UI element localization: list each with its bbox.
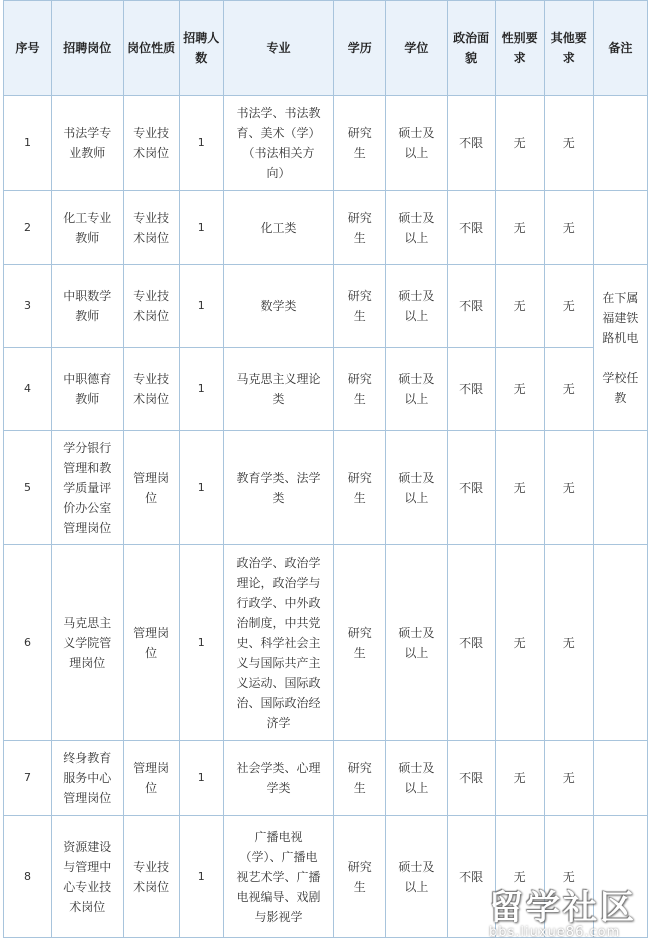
- table-row: [4, 431, 648, 545]
- table-row: [4, 348, 648, 431]
- cell-education: 研究生: [334, 431, 386, 545]
- cell-nature: 专业技术岗位: [123, 348, 179, 431]
- cell-education: 研究生: [334, 816, 386, 938]
- cell-political: 不限: [447, 265, 495, 348]
- cell-political: 不限: [447, 96, 495, 191]
- header-position: 招聘岗位: [52, 1, 124, 96]
- cell-other: 无: [544, 191, 593, 265]
- cell-position: 终身教育服务中心管理岗位: [52, 741, 124, 816]
- cell-gender: 无: [495, 431, 544, 545]
- cell-major: 书法学、书法教育、美术（学）（书法相关方向）: [223, 96, 333, 191]
- remark-line-2: 学校任教: [602, 370, 639, 405]
- header-education: 学历: [334, 1, 386, 96]
- cell-count: 1: [179, 741, 223, 816]
- cell-education: 研究生: [334, 96, 386, 191]
- cell-major: 政治学、政治学理论，政治学与行政学、中外政治制度，中共党史、科学社会主义与国际共产主义运动、国际政治、国际政治经济学: [223, 545, 333, 741]
- cell-seq: 5: [4, 431, 52, 545]
- cell-seq: 1: [4, 96, 52, 191]
- cell-count: 1: [179, 191, 223, 265]
- cell-political: 不限: [447, 431, 495, 545]
- cell-remark: [593, 545, 647, 741]
- cell-count: 1: [179, 348, 223, 431]
- cell-position: 马克思主义学院管理岗位: [52, 545, 124, 741]
- cell-seq: 3: [4, 265, 52, 348]
- cell-other: 无: [544, 431, 593, 545]
- cell-remark-merged: [593, 265, 647, 431]
- cell-gender: 无: [495, 741, 544, 816]
- cell-nature: 专业技术岗位: [123, 265, 179, 348]
- cell-education: 研究生: [334, 191, 386, 265]
- cell-seq: 2: [4, 191, 52, 265]
- cell-seq: 6: [4, 545, 52, 741]
- cell-other: 无: [544, 265, 593, 348]
- table-row: [4, 545, 648, 741]
- cell-seq: 7: [4, 741, 52, 816]
- cell-degree: 硕士及以上: [386, 348, 447, 431]
- cell-position: 书法学专业教师: [52, 96, 124, 191]
- table-row: [4, 265, 648, 348]
- header-row: [4, 1, 648, 96]
- cell-major: 化工类: [223, 191, 333, 265]
- cell-other: 无: [544, 741, 593, 816]
- cell-gender: 无: [495, 265, 544, 348]
- cell-political: 不限: [447, 545, 495, 741]
- cell-other: 无: [544, 816, 593, 938]
- cell-position: 学分银行管理和教学质量评价办公室管理岗位: [52, 431, 124, 545]
- cell-degree: 硕士及以上: [386, 96, 447, 191]
- cell-remark: [593, 191, 647, 265]
- cell-position: 资源建设与管理中心专业技术岗位: [52, 816, 124, 938]
- cell-degree: 硕士及以上: [386, 741, 447, 816]
- recruitment-table: [3, 0, 648, 938]
- cell-nature: 管理岗位: [123, 431, 179, 545]
- header-gender: 性别要求: [495, 1, 544, 96]
- cell-education: 研究生: [334, 741, 386, 816]
- cell-gender: 无: [495, 191, 544, 265]
- cell-remark: [593, 741, 647, 816]
- cell-count: 1: [179, 265, 223, 348]
- cell-count: 1: [179, 431, 223, 545]
- header-other: 其他要求: [544, 1, 593, 96]
- cell-remark: [593, 431, 647, 545]
- cell-seq: 4: [4, 348, 52, 431]
- cell-count: 1: [179, 96, 223, 191]
- header-nature: 岗位性质: [123, 1, 179, 96]
- cell-position: 中职德育教师: [52, 348, 124, 431]
- cell-remark: [593, 816, 647, 938]
- cell-gender: 无: [495, 96, 544, 191]
- cell-major: 社会学类、心理学类: [223, 741, 333, 816]
- watermark-logo-text: 留学社区: [489, 888, 637, 928]
- cell-gender: 无: [495, 348, 544, 431]
- header-degree: 学位: [386, 1, 447, 96]
- cell-position: 中职数学教师: [52, 265, 124, 348]
- cell-major: 教育学类、法学类: [223, 431, 333, 545]
- table-row: [4, 816, 648, 938]
- cell-count: 1: [179, 545, 223, 741]
- cell-nature: 专业技术岗位: [123, 96, 179, 191]
- table-row: [4, 741, 648, 816]
- cell-education: 研究生: [334, 545, 386, 741]
- cell-major: 广播电视（学）、广播电视艺术学、广播电视编导、戏剧与影视学: [223, 816, 333, 938]
- header-seq: 序号: [4, 1, 52, 96]
- cell-remark: [593, 96, 647, 191]
- cell-political: 不限: [447, 348, 495, 431]
- cell-other: 无: [544, 545, 593, 741]
- watermark-url: bbs.liuxue86.com: [489, 925, 621, 940]
- cell-education: 研究生: [334, 265, 386, 348]
- cell-count: 1: [179, 816, 223, 938]
- table-row: [4, 96, 648, 191]
- cell-seq: 8: [4, 816, 52, 938]
- cell-position: 化工专业教师: [52, 191, 124, 265]
- cell-degree: 硕士及以上: [386, 431, 447, 545]
- table-row: [4, 191, 648, 265]
- cell-political: 不限: [447, 816, 495, 938]
- remark-line-1: 在下属福建铁路机电: [602, 290, 639, 345]
- cell-other: 无: [544, 348, 593, 431]
- cell-degree: 硕士及以上: [386, 545, 447, 741]
- cell-degree: 硕士及以上: [386, 191, 447, 265]
- header-political: 政治面貌: [447, 1, 495, 96]
- cell-other: 无: [544, 96, 593, 191]
- cell-nature: 管理岗位: [123, 741, 179, 816]
- cell-nature: 专业技术岗位: [123, 816, 179, 938]
- header-major: 专业: [223, 1, 333, 96]
- cell-major: 数学类: [223, 265, 333, 348]
- cell-gender: 无: [495, 545, 544, 741]
- cell-political: 不限: [447, 191, 495, 265]
- cell-gender: 无: [495, 816, 544, 938]
- cell-nature: 管理岗位: [123, 545, 179, 741]
- header-count: 招聘人数: [179, 1, 223, 96]
- cell-major: 马克思主义理论类: [223, 348, 333, 431]
- cell-political: 不限: [447, 741, 495, 816]
- header-remark: 备注: [593, 1, 647, 96]
- cell-degree: 硕士及以上: [386, 816, 447, 938]
- cell-degree: 硕士及以上: [386, 265, 447, 348]
- cell-nature: 专业技术岗位: [123, 191, 179, 265]
- cell-education: 研究生: [334, 348, 386, 431]
